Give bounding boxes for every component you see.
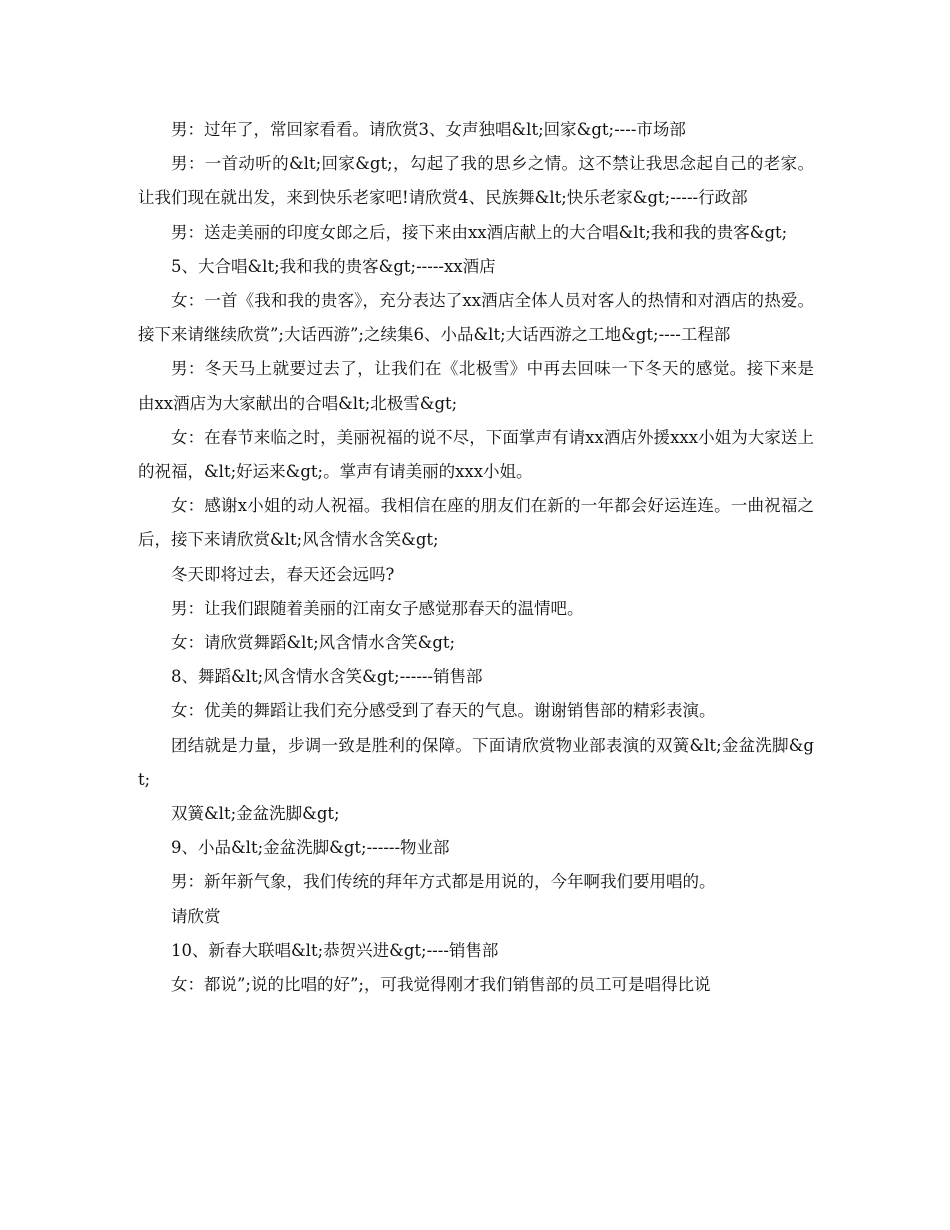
paragraph: 9、小品&lt;金盆洗脚&gt;------物业部	[171, 838, 450, 858]
paragraph: 男：送走美丽的印度女郎之后，接下来由xx酒店献上的大合唱&lt;我和我的贵客&gt;	[171, 222, 788, 242]
document-body	[138, 113, 814, 1002]
paragraph: 女：一首《我和我的贵客》，充分表达了xx酒店全体人员对客人的热情和对酒店的热爱。接下来请继续欣赏”;大话西游”;之续集6、小品&lt;大话西游之工地&gt;----工程部	[138, 291, 814, 345]
paragraph: 5、大合唱&lt;我和我的贵客&gt;-----xx酒店	[171, 256, 496, 276]
paragraph: 女：请欣赏舞蹈&lt;风含情水含笑&gt;	[171, 633, 456, 653]
paragraph: 女：都说”;说的比唱的好”;，可我觉得刚才我们销售部的员工可是唱得比说	[171, 975, 711, 995]
paragraph: 请欣赏	[171, 906, 221, 926]
paragraph: 男：过年了，常回家看看。请欣赏3、女声独唱&lt;回家&gt;----市场部	[171, 120, 686, 139]
paragraph: 双簧&lt;金盆洗脚&gt;	[171, 804, 340, 824]
paragraph: 冬天即将过去，春天还会远吗?	[171, 564, 395, 584]
paragraph: 男：让我们跟随着美丽的江南女子感觉那春天的温情吧。	[171, 598, 584, 618]
paragraph: 女：优美的舞蹈让我们充分感受到了春天的气息。谢谢销售部的精彩表演。	[171, 701, 716, 721]
paragraph: 男：冬天马上就要过去了，让我们在《北极雪》中再去回味一下冬天的感觉。接下来是由xx酒店为大家献出的合唱&lt;北极雪&gt;	[138, 359, 814, 413]
paragraph: 女：感谢x小姐的动人祝福。我相信在座的朋友们在新的一年都会好运连连。一曲祝福之后，接下来请欣赏&lt;风含情水含笑&gt;	[138, 496, 814, 550]
paragraph: 8、舞蹈&lt;风含情水含笑&gt;------销售部	[171, 667, 483, 687]
paragraph: 10、新春大联唱&lt;恭贺兴进&gt;----销售部	[171, 940, 499, 960]
paragraph: 男：一首动听的&lt;回家&gt;，勾起了我的思乡之情。这不禁让我思念起自己的老家。让我们现在就出发，来到快乐老家吧!请欣赏4、民族舞&lt;快乐老家&gt;-----行政部	[138, 154, 814, 208]
paragraph: 团结就是力量，步调一致是胜利的保障。下面请欣赏物业部表演的双簧&lt;金盆洗脚&gt;	[138, 735, 814, 789]
paragraph: 男：新年新气象，我们传统的拜年方式都是用说的，今年啊我们要用唱的。	[171, 872, 716, 892]
paragraph: 女：在春节来临之时，美丽祝福的说不尽，下面掌声有请xx酒店外援xxx小姐为大家送上的祝福，&lt;好运来&gt;。掌声有请美丽的xxx小姐。	[138, 427, 814, 482]
